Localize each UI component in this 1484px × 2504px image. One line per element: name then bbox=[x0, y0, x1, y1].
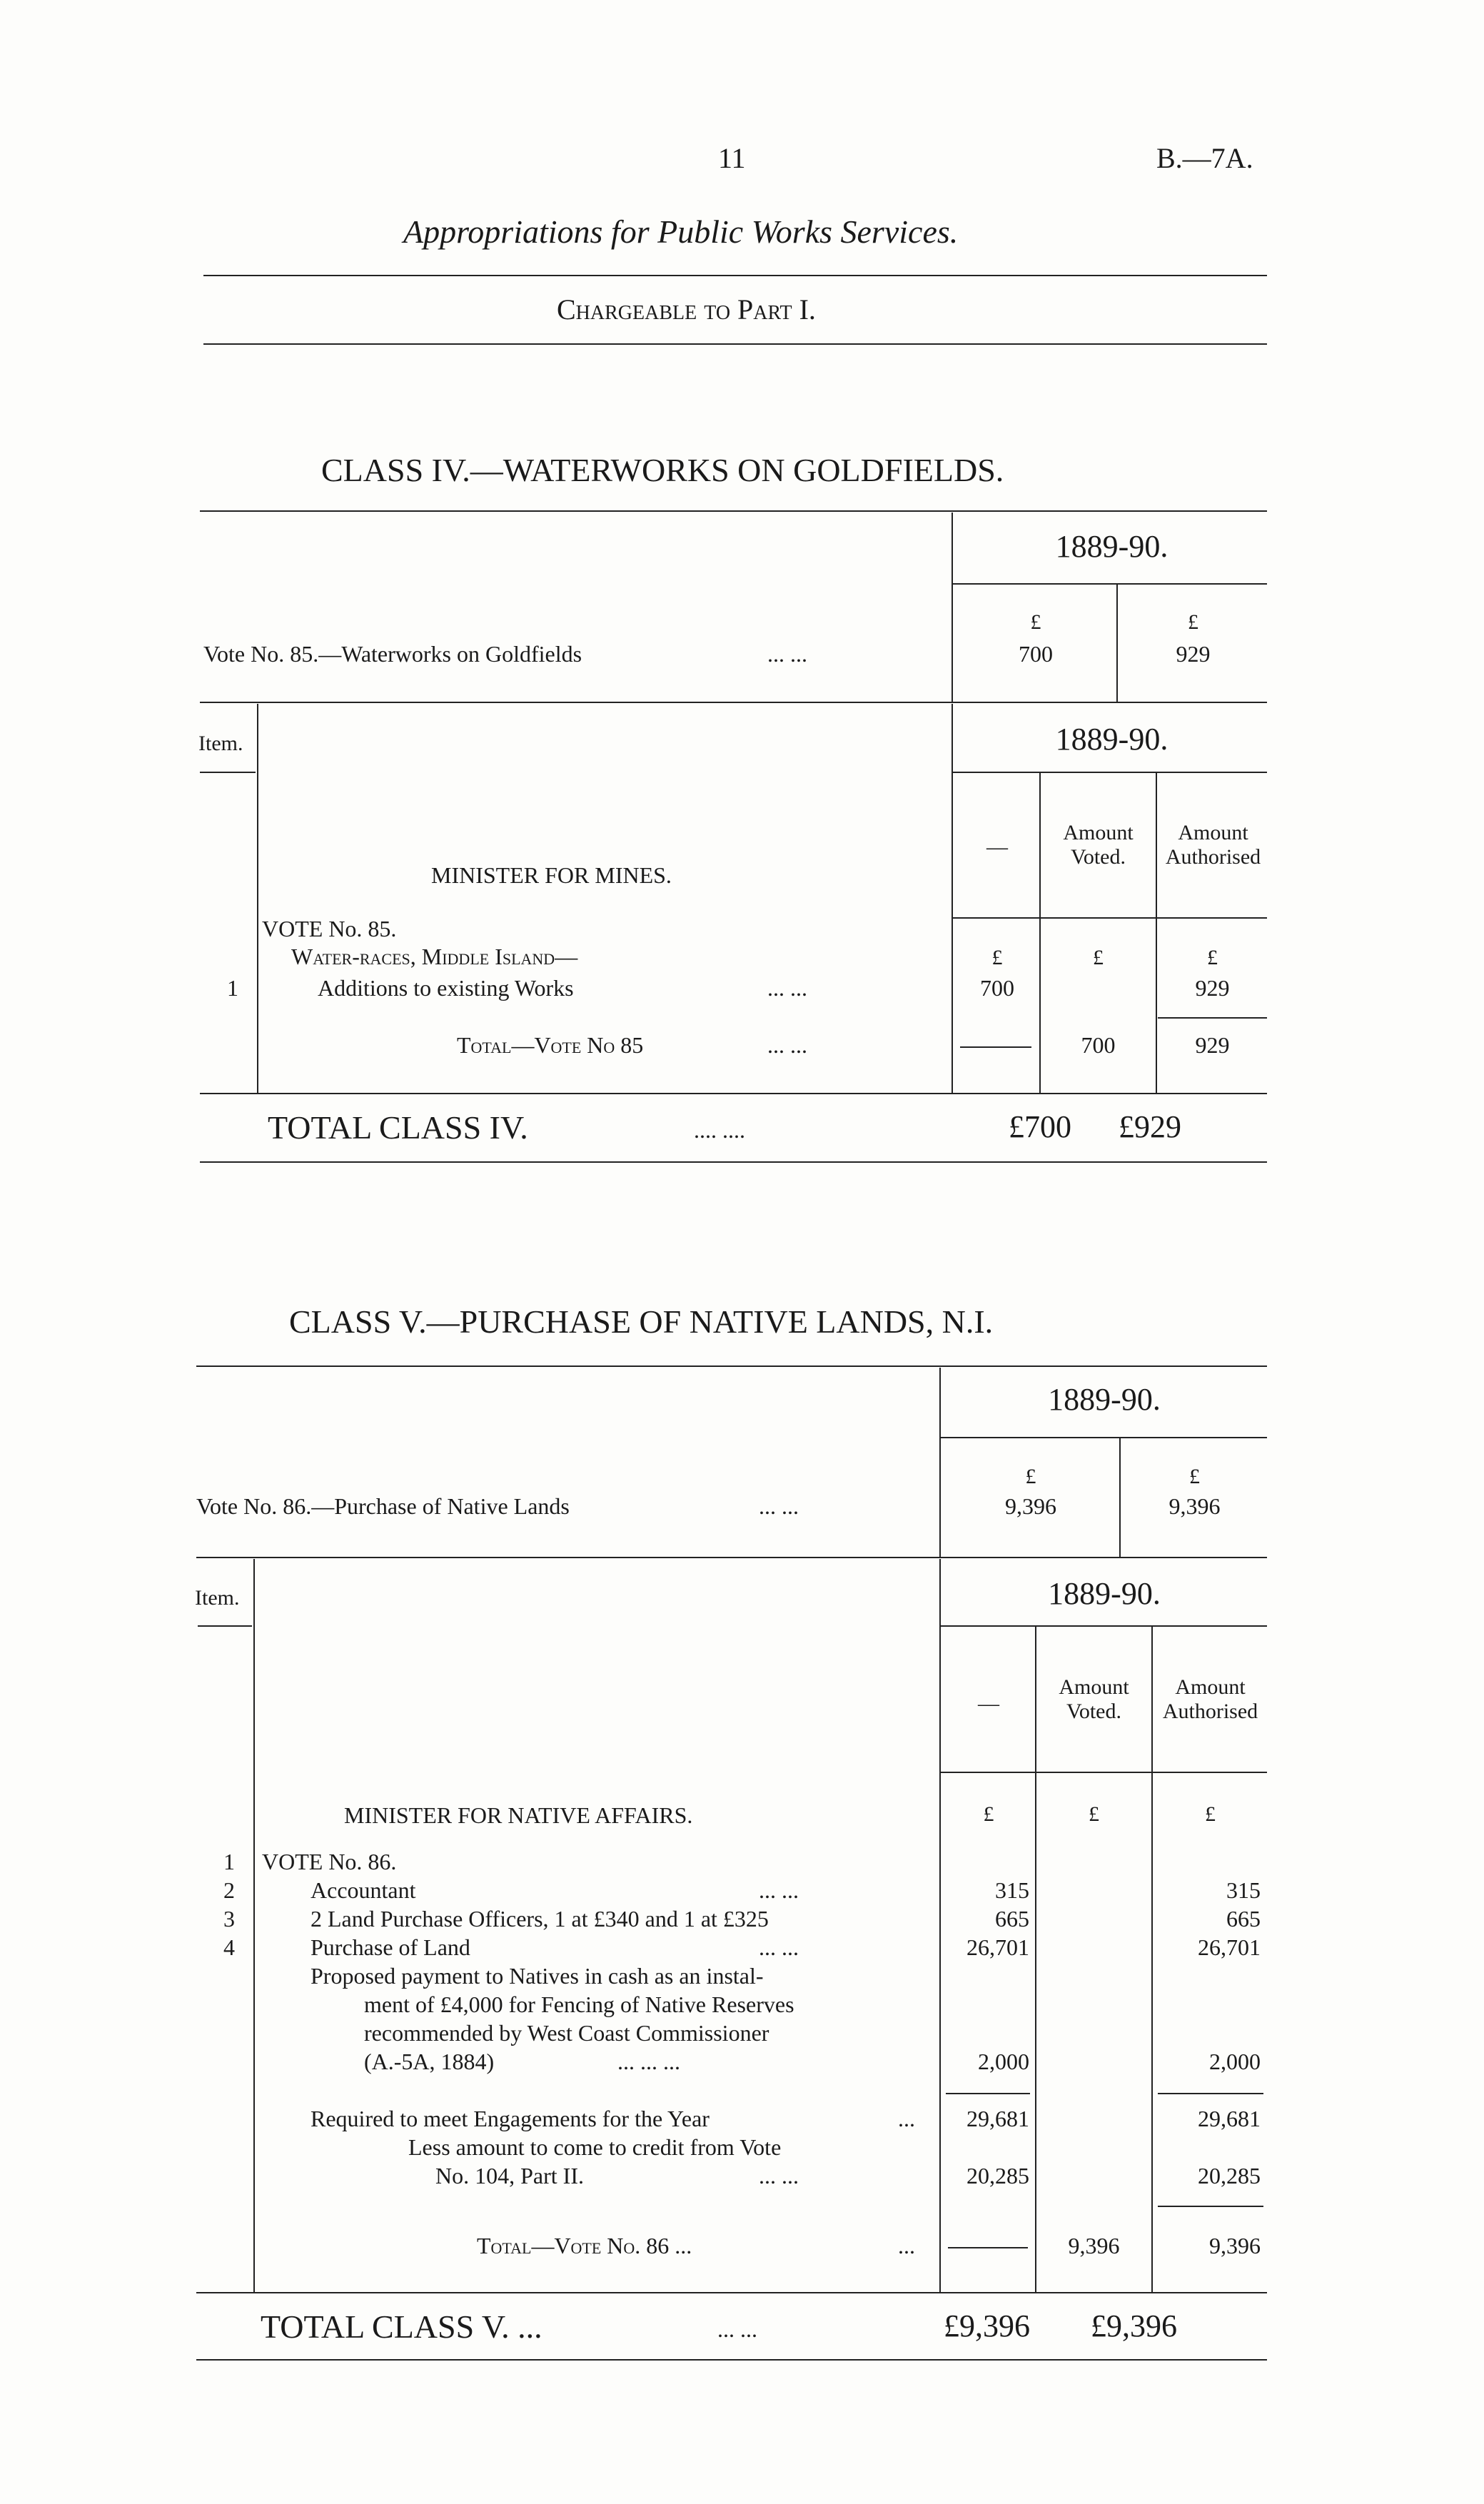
currency-mark: £ bbox=[1189, 1465, 1200, 1488]
minister-heading: MINISTER FOR NATIVE AFFAIRS. bbox=[344, 1802, 693, 1828]
vote-year-header: 1889-90. bbox=[1055, 529, 1168, 564]
leader-dots: ... bbox=[898, 2106, 915, 2131]
less-amount-line-2: No. 104, Part II. bbox=[435, 2163, 584, 2189]
item-amount-1: 700 bbox=[980, 975, 1014, 1001]
currency-mark: £ bbox=[1025, 1465, 1036, 1488]
item-number: 2 bbox=[223, 1877, 235, 1903]
item-column-header: Item. bbox=[198, 732, 243, 755]
leader-dots: ... ... bbox=[759, 1934, 799, 1960]
item-number: 3 bbox=[223, 1906, 235, 1932]
amount-authorised-header: Amount Authorised bbox=[1162, 1675, 1258, 1723]
vote-total-authorised: 9,396 bbox=[1209, 2233, 1261, 2258]
document-reference: B.—7A. bbox=[1156, 142, 1253, 174]
detail-year-header: 1889-90. bbox=[1048, 1576, 1161, 1611]
proposed-payment-line-4: (A.-5A, 1884) bbox=[364, 2049, 495, 2074]
leader-dots: ... ... bbox=[759, 2163, 799, 2189]
leader-dots: .... .... bbox=[694, 1117, 745, 1143]
item-description: Accountant bbox=[311, 1877, 416, 1903]
item-description: Additions to existing Works bbox=[318, 975, 574, 1001]
leader-dots: ... ... ... bbox=[617, 2049, 680, 2074]
proposed-payment-amount-1: 2,000 bbox=[978, 2049, 1029, 2074]
minister-heading: MINISTER FOR MINES. bbox=[431, 862, 672, 888]
leader-dots: ... ... bbox=[767, 975, 807, 1001]
required-label: Required to meet Engagements for the Year bbox=[311, 2106, 710, 2131]
vote-85-amount-2: 929 bbox=[1176, 641, 1211, 667]
leader-dots: ... ... bbox=[767, 1032, 807, 1058]
class-5-total-authorised: £9,396 bbox=[1091, 2308, 1177, 2343]
vote-total-text: Total—Vote No. 86 ... bbox=[477, 2233, 692, 2258]
currency-mark: £ bbox=[1089, 1802, 1099, 1826]
proposed-payment-line-1: Proposed payment to Natives in cash as an instal- bbox=[311, 1963, 764, 1989]
leader-dots: ... ... bbox=[717, 2316, 757, 2342]
item-number: 1 bbox=[223, 1849, 235, 1874]
leader-dots: ... ... bbox=[759, 1877, 799, 1903]
item-amount-1: 665 bbox=[995, 1906, 1029, 1932]
vote-total-voted: 700 bbox=[1081, 1032, 1116, 1058]
proposed-payment-amount-authorised: 2,000 bbox=[1209, 2049, 1261, 2074]
item-amount-1: 315 bbox=[995, 1877, 1029, 1903]
item-amount-authorised: 26,701 bbox=[1198, 1934, 1261, 1960]
vote-number: VOTE No. 85. bbox=[262, 916, 397, 941]
vote-86-amount-1: 9,396 bbox=[1005, 1493, 1056, 1519]
leader-dots: ... ... bbox=[759, 1493, 799, 1519]
rule bbox=[203, 275, 1267, 276]
rule bbox=[203, 343, 1267, 345]
currency-mark: £ bbox=[1207, 946, 1218, 969]
currency-mark: £ bbox=[1093, 946, 1104, 969]
less-amount-1: 20,285 bbox=[966, 2163, 1029, 2189]
proposed-payment-line-2: ment of £4,000 for Fencing of Native Reserves bbox=[364, 1991, 794, 2017]
item-amount-authorised: 665 bbox=[1226, 1906, 1261, 1932]
currency-mark: £ bbox=[1030, 610, 1041, 634]
amount-voted-header: Amount Voted. bbox=[1063, 821, 1134, 869]
class-5-total-label: TOTAL CLASS V. ... bbox=[261, 2308, 542, 2345]
leader-dots: ... ... bbox=[767, 641, 807, 667]
item-amount-1: 26,701 bbox=[966, 1934, 1029, 1960]
currency-mark: £ bbox=[991, 946, 1003, 969]
less-amount-authorised: 20,285 bbox=[1198, 2163, 1261, 2189]
vote-85-label: Vote No. 85.—Waterworks on Goldfields bbox=[203, 641, 582, 667]
leader-dots: ... bbox=[898, 2233, 915, 2258]
item-number: 1 bbox=[227, 975, 238, 1001]
vote-number: VOTE No. 86. bbox=[262, 1849, 397, 1874]
item-description: Purchase of Land bbox=[311, 1934, 470, 1960]
item-column-header: Item. bbox=[195, 1586, 240, 1610]
vote-85-amount-1: 700 bbox=[1019, 641, 1053, 667]
unlabelled-column-header: — bbox=[978, 1692, 999, 1715]
item-amount-authorised: 929 bbox=[1195, 975, 1230, 1001]
class-5-heading: CLASS V.—PURCHASE OF NATIVE LANDS, N.I. bbox=[289, 1303, 994, 1340]
vote-86-label: Vote No. 86.—Purchase of Native Lands bbox=[196, 1493, 570, 1519]
class-4-total-label: TOTAL CLASS IV. bbox=[268, 1109, 528, 1146]
vote-year-header: 1889-90. bbox=[1048, 1382, 1161, 1417]
class-4-total-voted: £700 bbox=[1009, 1109, 1071, 1144]
class-4-total-authorised: £929 bbox=[1119, 1109, 1181, 1144]
currency-mark: £ bbox=[983, 1802, 994, 1826]
item-description: 2 Land Purchase Officers, 1 at £340 and 1 at £325 bbox=[311, 1906, 769, 1932]
vote-total-label bbox=[457, 1032, 643, 1059]
item-amount-authorised: 315 bbox=[1226, 1877, 1261, 1903]
class-4-heading: CLASS IV.—WATERWORKS ON GOLDFIELDS. bbox=[321, 452, 1004, 488]
subhead: Water-races, Middle Island— bbox=[291, 944, 578, 969]
vote-total-authorised: 929 bbox=[1195, 1032, 1230, 1058]
vote-total-text: Total—Vote No 85 bbox=[457, 1032, 644, 1058]
page-title: Appropriations for Public Works Services. bbox=[403, 213, 959, 250]
amount-voted-header: Amount Voted. bbox=[1059, 1675, 1129, 1723]
amount-authorised-header: Amount Authorised bbox=[1165, 821, 1261, 869]
currency-mark: £ bbox=[1188, 610, 1198, 634]
proposed-payment-line-3: recommended by West Coast Commissioner bbox=[364, 2020, 769, 2046]
unlabelled-column-header: — bbox=[986, 835, 1008, 859]
class-5-total-voted: £9,396 bbox=[944, 2308, 1030, 2343]
vote-86-amount-2: 9,396 bbox=[1168, 1493, 1221, 1519]
currency-mark: £ bbox=[1205, 1802, 1216, 1826]
detail-year-header: 1889-90. bbox=[1055, 722, 1168, 757]
page-subtitle: Chargeable to Part I. bbox=[557, 293, 816, 325]
required-amount-authorised: 29,681 bbox=[1198, 2106, 1261, 2131]
vote-total-voted: 9,396 bbox=[1068, 2233, 1120, 2258]
page-number: 11 bbox=[718, 142, 746, 174]
item-number: 4 bbox=[223, 1934, 235, 1960]
required-amount-1: 29,681 bbox=[966, 2106, 1029, 2131]
less-amount-line-1: Less amount to come to credit from Vote bbox=[408, 2134, 782, 2160]
